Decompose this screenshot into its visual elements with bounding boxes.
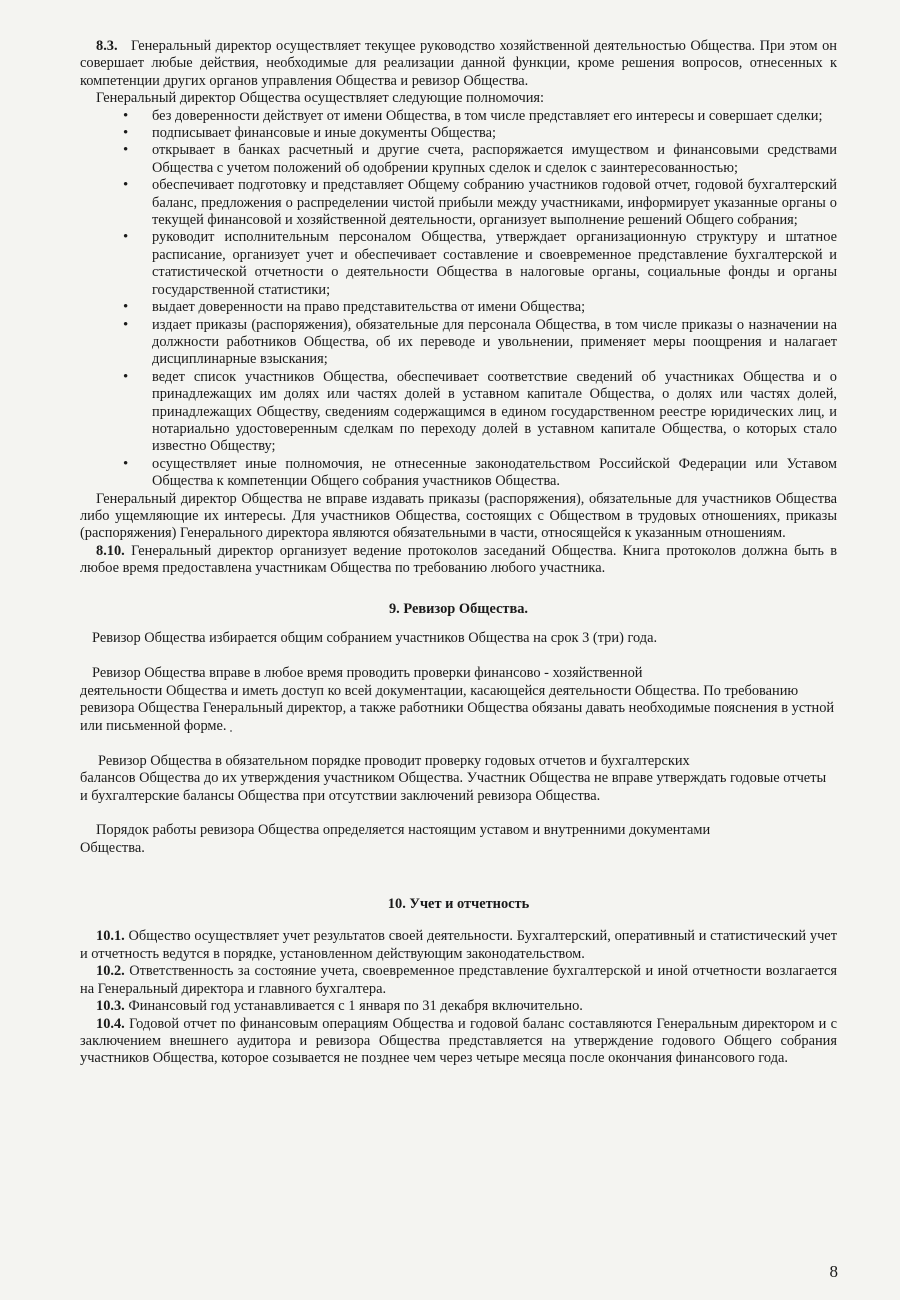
clause-text: Годовой отчет по финансовым операциям Общества и годовой баланс составляются Генеральным директором и с заключением внешнего аудитора и ревизора Общества представляется на утверждение годового Общего собрания участников Общества, которое созывается не позднее чем через четыре месяца после окончания финансового года. bbox=[80, 1015, 837, 1067]
auditor-paragraph-4 bbox=[80, 822, 837, 857]
clause-10-4 bbox=[80, 1016, 837, 1068]
list-item: • издает приказы (распоряжения), обязательные для персонала Общества, в том числе приказы о назначении на должности работников Общества, об их переводе и увольнении, применяет меры поощрения и налагает дисциплинарные взыскания; bbox=[152, 317, 837, 369]
paragraph-rest: балансов Общества до их утверждения участником Общества. Участник Общества не вправе утверждать годовые отчеты и бухгалтерские балансы Общества при отсутствии заключений ревизора Общества. bbox=[80, 770, 827, 804]
list-item: • ведет список участников Общества, обеспечивает соответствие сведений об участниках Общества и о принадлежащих им долях или частях долей в уставном капитале Общества, о долях или частях долей, принадлежащих Обществу, сведениям содержащимся в едином государственном реестре юридических лиц, и нотариально удостоверенным сделкам по переходу долей в уставном капитале Общества, о которых стало известно Обществу; bbox=[152, 369, 837, 456]
clause-text: Финансовый год устанавливается с 1 января по 31 декабря включительно. bbox=[128, 998, 583, 1015]
scan-speck bbox=[230, 730, 232, 732]
section-9-title: 9. Ревизор Общества. bbox=[388, 600, 529, 617]
orders-paragraph: Генеральный директор Общества не вправе издавать приказы (распоряжения), обязательные для участников Общества либо ущемляющие их интересы. Для участников Общества, состоящих с Обществом в трудовых отношениях, приказы (распоряжения) Генерального директора являются обязательными в части, относящейся к указанным отношениям. bbox=[80, 490, 837, 542]
paragraph-first-line: Ревизор Общества вправе в любое время проводить проверки финансово - хозяйственной bbox=[92, 665, 643, 682]
clause-8-10 bbox=[80, 543, 837, 578]
clause-number: 10.4. bbox=[96, 1015, 125, 1032]
paragraph-rest: деятельности Общества и иметь доступ ко всей документации, касающейся деятельности Общества. По требованию ревизора Общества Генеральный директор, а также работники Общества обязаны давать необходимые пояснения в устной или письменной форме. bbox=[80, 682, 835, 734]
list-item: • осуществляет иные полномочия, не отнесенные законодательством Российской Федерации или Уставом Общества к компетенции Общего собрания участников Общества. bbox=[152, 456, 837, 491]
auditor-paragraph-3 bbox=[80, 753, 837, 805]
list-item: • без доверенности действует от имени Общества, в том числе представляет его интересы и совершает сделки; bbox=[152, 108, 837, 125]
auditor-paragraph-1: Ревизор Общества избирается общим собранием участников Общества на срок 3 (три) года. bbox=[92, 630, 658, 646]
clause-text: Ответственность за состояние учета, своевременное представление бухгалтерской и иной отчетности возлагается на Генеральный директора и главного бухгалтера. bbox=[80, 963, 837, 997]
paragraph-first-line: Ревизор Общества в обязательном порядке проводит проверку годовых отчетов и бухгалтерских bbox=[98, 753, 690, 770]
list-item: • подписывает финансовые и иные документы Общества; bbox=[152, 125, 837, 142]
document-body bbox=[80, 38, 837, 1068]
auditor-paragraph-2 bbox=[80, 665, 837, 735]
clause-number: 10.3. bbox=[96, 998, 125, 1015]
page-number: 8 bbox=[829, 1262, 838, 1281]
clause-text: Общество осуществляет учет результатов своей деятельности. Бухгалтерский, оперативный и статистический учет и отчетность ведутся в порядке, установленном действующим законодательством. bbox=[80, 928, 837, 962]
clause-text: Генеральный директор организует ведение протоколов заседаний Общества. Книга протоколов должна быть в любое время предоставлена участникам Общества по требованию любого участника. bbox=[80, 542, 837, 577]
paragraph-rest: Общества. bbox=[80, 839, 145, 856]
powers-intro: Генеральный директор Общества осуществляет следующие полномочия: bbox=[96, 90, 545, 107]
clause-10-3 bbox=[80, 998, 837, 1015]
clause-text: Генеральный директор осуществляет текущее руководство хозяйственной деятельностью Общества. При этом он совершает любые действия, необходимые для реализации данной функции, кроме решения вопросов, отнесенных к компетенции других органов управления Общества и ревизор Общества. bbox=[80, 38, 838, 89]
paragraph-first-line: Порядок работы ревизора Общества определяется настоящим уставом и внутренними документами bbox=[96, 822, 711, 839]
clause-number: 8.10. bbox=[96, 542, 125, 559]
clause-8-3 bbox=[80, 38, 837, 90]
list-item: • руководит исполнительным персоналом Общества, утверждает организационную структуру и штатное расписание, организует учет и обеспечивает составление и своевременное представление бухгалтерской и статистической отчетности о деятельности Общества в налоговые органы, социальные фонды и органы государственной статистики; bbox=[152, 229, 837, 299]
section-10-title: 10. Учет и отчетность bbox=[387, 896, 530, 913]
clause-10-2 bbox=[80, 963, 837, 998]
clause-number: 10.2. bbox=[96, 963, 125, 980]
list-item: • открывает в банках расчетный и другие счета, распоряжается имуществом и финансовыми средствами Общества с учетом положений об одобрении крупных сделок и сделок с заинтересованностью; bbox=[152, 142, 837, 177]
list-item: • обеспечивает подготовку и представляет Общему собранию участников годовой отчет, годовой бухгалтерский баланс, предложения о распределении чистой прибыли между участниками, информирует указанные органы о текущей финансовой и хозяйственной деятельности, организует выполнение решений Общего собрания; bbox=[152, 177, 837, 229]
powers-list bbox=[80, 108, 837, 491]
clause-10-1 bbox=[80, 928, 837, 963]
clause-number: 8.3. bbox=[96, 38, 118, 54]
list-item: • выдает доверенности на право представительства от имени Общества; bbox=[152, 299, 837, 316]
clause-number: 10.1. bbox=[96, 928, 125, 945]
